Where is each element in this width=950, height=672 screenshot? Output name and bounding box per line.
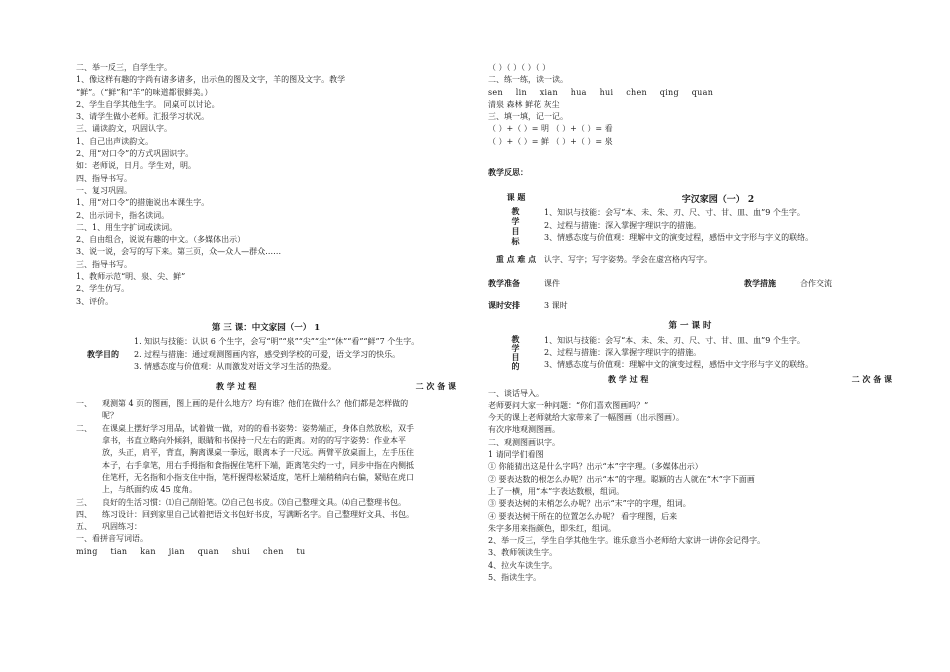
- hours-value: 3 课时: [544, 300, 568, 310]
- process-text: 巩固练习：: [102, 522, 142, 532]
- pinyin-line: ming tian kan jian quan shui chen tu: [76, 546, 306, 556]
- objective-item: 3、情感态度与价值观：理解中文的演变过程，感悟中文字形与字义的联络。: [544, 232, 814, 242]
- objective-item: 1、知识与技能：会写“本、未、朱、刃、尺、寸、甘、皿、血”9 个生字。: [544, 208, 805, 218]
- objective-item: 2、过程与措施：深入掌握字理识字的措施。: [544, 347, 702, 357]
- process-text: 在课桌上摆好学习用品，试着做一做，对的的看书姿势：姿势端正，身体自然放松，双手拿书，书直立略向外倾斜，眼睛和书保持一尺左右的距离。对的的写字姿势：作业本平放，头正，肩平，背直，胸离课桌一拳远，眼离本子一尺远。两臂平放桌面上，左手压住本子，右手拿笔，用右手拇指和食指握住笔杆下端，距离笔尖约一寸，同步中指在内侧抵住笔杆，无名指和小指支住中指，笔杆握得松紧适度，笔杆上端稍稍向右偏，紧贴在虎口上，与纸面约成 45 度角。: [102, 423, 414, 495]
- text-line: 2、举一反三，学生自学其他生字。谁乐意当小老师给大家讲一讲你会记得字。: [488, 536, 766, 546]
- text-line: 1、教师示范“明、泉、尖、鲜”: [76, 272, 186, 282]
- text-line: 1、像这样有趣的字尚有诸多诸多，出示鱼的图及文字，羊的图及文字。教学: [76, 75, 346, 85]
- process-text: 良好的生活习惯：⑴自己削铅笔。⑵自己包书皮。⑶自己整理文具。⑷自己整理书包。: [102, 497, 406, 507]
- process-item: [76, 521, 421, 533]
- exercise-heading: 三、填一填，记一记。: [488, 112, 568, 122]
- exercise-heading: 一、看拼音写词语。: [76, 534, 148, 544]
- text-line: 一、复习巩固。: [76, 185, 132, 195]
- text-line: 老师要问大家一种问题：“你们喜欢图画吗？”: [488, 400, 649, 410]
- text-line: 2、学生仿写。: [76, 284, 130, 294]
- process-item: [76, 497, 421, 509]
- process-list: [76, 398, 421, 533]
- process-header-row: [76, 381, 456, 392]
- objectives-label: 教学目的: [87, 349, 119, 360]
- text-line: 3、请学生做小老师。汇报学习状况。: [76, 112, 210, 122]
- text-line: 3、教师领读生字。: [488, 548, 558, 558]
- text-line: 1、用“对口令”的措施说出本课生字。: [76, 198, 210, 208]
- objectives2-label-text: 教学目的: [511, 335, 521, 372]
- process-item: [76, 398, 421, 423]
- process-header: 教 学 过 程: [608, 373, 649, 384]
- text-line: 1 请同学们看图: [488, 450, 544, 460]
- hours-label: 课时安排: [488, 299, 520, 310]
- prep-label: 教学准备: [488, 277, 520, 288]
- prep-row: [488, 272, 892, 294]
- revise-header: 二 次 备 课: [851, 373, 892, 384]
- process-num: 二、: [76, 423, 92, 433]
- text-line: 一、谈话导入。: [488, 388, 544, 398]
- text-line: 二、观测图画识字。: [488, 437, 560, 447]
- text-line: ② 要表达数的根怎么办呢？出示“本”的字理。聪颖的古人就在“木”字下面画: [488, 474, 755, 484]
- process-item: [76, 423, 421, 497]
- text-line: 二、1、用生字扩词或读词。: [76, 222, 178, 232]
- text-line: 三、诵读韵文，巩固认字。: [76, 124, 172, 134]
- text-line: 上了一横，用“本”字表达数根，组词。: [488, 486, 625, 496]
- objective-item: 2. 过程与措施：通过观测图画内容，感受到学校的可爱，语文学习的快乐。: [134, 349, 401, 359]
- process-num: 五、: [76, 522, 92, 532]
- objectives-label-text: 教学目标: [511, 207, 521, 248]
- lesson-title: 第 三 课：中文家园（一） 1: [211, 322, 321, 333]
- text-line: 3、说一说，会写的写下来。第三页，众—众人—群众……: [76, 247, 282, 257]
- period-title: 第 一 课 时: [668, 321, 712, 332]
- exercise-heading: 二、练一练，读一读。: [488, 75, 568, 85]
- left-column: [76, 62, 456, 558]
- right-column: [488, 62, 892, 584]
- text-line: 3、评价。: [76, 296, 114, 306]
- key-points-value: 认字、写字；写字姿势。学会在虚宫格内写字。: [544, 255, 712, 265]
- process-num: 三、: [76, 497, 92, 507]
- key-points-row: [488, 253, 892, 266]
- text-line: 1、自己出声读韵文。: [76, 136, 154, 146]
- process-item: [76, 509, 421, 521]
- text-line: “鲜”。（“鲜”和“羊”的味道都很鲜美。）: [76, 87, 213, 97]
- objective-item: 2、过程与措施：深入掌握字理识字的措施。: [544, 220, 702, 230]
- text-line: ① 你能猜出这是什么字吗？出示“本”字字理。（多媒体出示）: [488, 462, 703, 472]
- prep-value: 课件: [544, 278, 560, 288]
- text-line: 有次序地观测图画。: [488, 425, 560, 435]
- fill-line: （ ）+（ ）= 明 （ ）+（ ）= 看: [488, 124, 613, 134]
- words-line: 清泉 森林 鲜花 灰尘: [488, 99, 560, 109]
- process-lines: [488, 388, 892, 585]
- bracket-line: （ ）（ ）（ ）（ ）: [488, 63, 551, 72]
- text-line: 2、学生自学其他生字。 同桌可以讨论。: [76, 99, 220, 109]
- text-line: ③ 要表达树的末梢怎么办呢？出示“末”字的字理，组词。: [488, 499, 691, 509]
- text-line: 2、自由组合，说说有趣的中文。（多媒体出示）: [76, 235, 246, 245]
- text-line: 三、指导书写。: [76, 259, 132, 269]
- revise-header: 二 次 备 课: [415, 381, 456, 392]
- left-top-lines: [76, 62, 456, 308]
- objectives2-block: [488, 335, 892, 372]
- method-value: 合作交流: [800, 278, 832, 288]
- process-text: 练习设计：回到家里自己试着把语文书包好书皮，写满断名字。自己整理好文具、书包。: [102, 509, 414, 519]
- text-line: 二、举一反三，自学生字。: [76, 63, 172, 72]
- topic-label: 课 题: [506, 192, 526, 203]
- objectives2-label: [488, 335, 544, 372]
- process-text: 观测第 4 页的图画，图上画的是什么地方？均有谁？他们在做什么？他们都是怎样做的呢？: [102, 399, 409, 421]
- pinyin-line: sen lin xian hua hui chen qing quan: [488, 87, 714, 97]
- text-line: 2、用“对口令”的方式巩固识字。: [76, 149, 194, 159]
- text-line: 4、拉火车读生字。: [488, 560, 558, 570]
- text-line: ④ 要表达树干所在的位置怎么办呢？ 看字理图，后来: [488, 511, 678, 521]
- objectives-label: [488, 207, 544, 247]
- process-num: 四、: [76, 509, 92, 519]
- objective-item: 1. 知识与技能：认识 6 个生字，会写“明”“泉”“尖”“尘”“休”“看”“鲜”7 个生字。: [134, 337, 420, 347]
- method-label: 教学措施: [744, 277, 776, 288]
- objective-item: 3、情感态度与价值观：理解中文的演变过程，感悟中文字形与字义的联络。: [544, 360, 814, 370]
- text-line: 朱字多用来指颜色，即朱红，组词。: [488, 523, 616, 533]
- topic-row: [488, 192, 892, 205]
- objective-item: 1、知识与技能：会写“本、未、朱、刃、尺、寸、甘、皿、血”9 个生字。: [544, 335, 805, 345]
- key-points-label: 重 点 难 点: [495, 254, 537, 265]
- text-line: 四、指导书写。: [76, 173, 132, 183]
- process-header-row: [488, 374, 892, 385]
- objective-item: 3. 情感态度与价值观：从而激发对语文学习生活的热爱。: [134, 361, 337, 371]
- topic-value: 字汉家园（一） 2: [681, 195, 755, 206]
- process-header: 教 学 过 程: [216, 381, 257, 392]
- hours-row: [488, 294, 892, 316]
- text-line: 如：老师说，日月。学生对，明。: [76, 161, 196, 171]
- objectives-block: [76, 336, 456, 373]
- text-line: 2、出示词卡，指名读词。: [76, 210, 170, 220]
- process-num: 一、: [76, 399, 92, 409]
- text-line: 今天的课上老师就给大家带来了一幅图画（出示图画）。: [488, 413, 684, 423]
- fill-line: （ ）+（ ）= 鲜 （ ）+（ ）= 泉: [488, 136, 613, 146]
- objectives-block: [488, 207, 892, 247]
- text-line: 5、指读生字。: [488, 573, 542, 583]
- reflection-label: 教学反思：: [488, 167, 528, 178]
